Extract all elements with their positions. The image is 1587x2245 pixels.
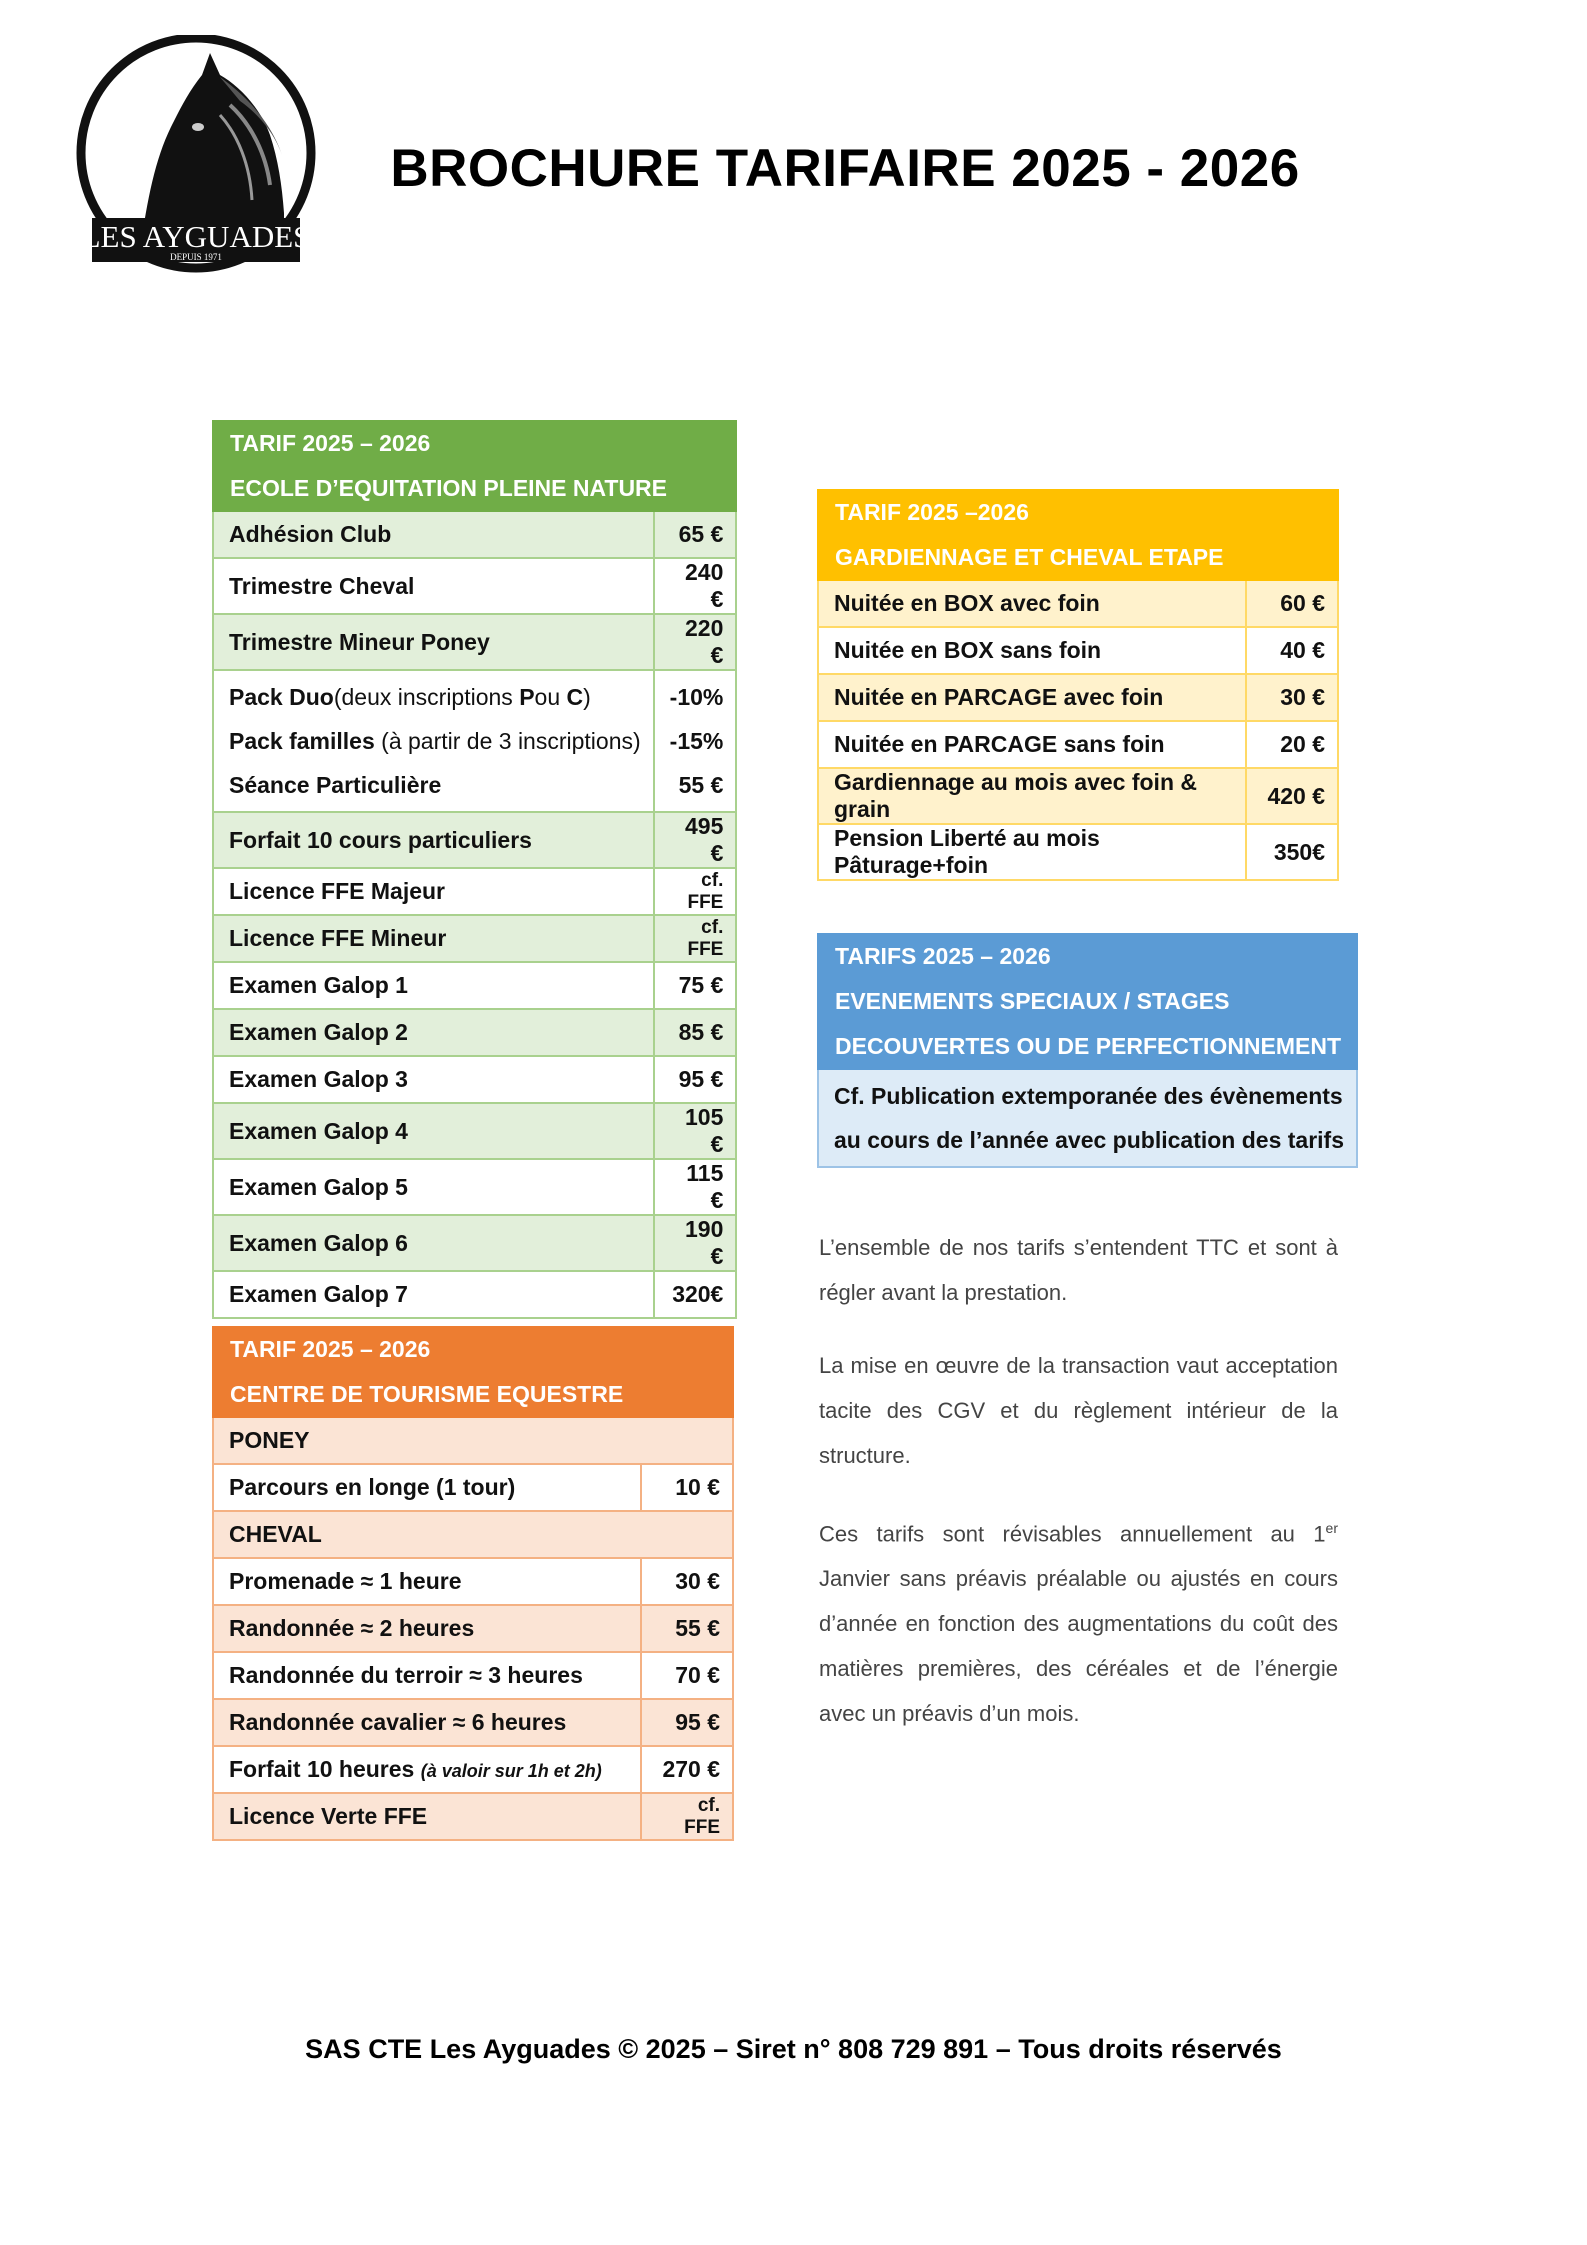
row-price: 220 € [654, 614, 737, 670]
row-label: Trimestre Mineur Poney [213, 614, 654, 670]
row-price: 70 € [641, 1652, 733, 1699]
row-price: 60 € [1246, 580, 1338, 627]
evenements-body: Cf. Publication extemporanée des évènements au cours de l’année avec publication des tarifs [818, 1069, 1357, 1167]
row-label: Forfait 10 heures (à valoir sur 1h et 2h) [213, 1746, 641, 1793]
row-label: Examen Galop 1 [213, 962, 654, 1009]
pack-familles-label: Pack familles [229, 728, 375, 754]
seance-label: Séance Particulière [229, 772, 442, 798]
tourisme-header-title: CENTRE DE TOURISME EQUESTRE [230, 1381, 624, 1407]
row-price: 115 € [654, 1159, 737, 1215]
row-label: Examen Galop 7 [213, 1271, 654, 1318]
ecole-header-title: ECOLE D’EQUITATION PLEINE NATURE [230, 475, 668, 501]
note-revision: Ces tarifs sont révisables annuellement au 1er Janvier sans préavis préalable ou ajustés en cours d’année en fonction des augmentations du coût des matières premières, des céréales et de l’énergie avec un préavis d’un mois. [819, 1520, 1338, 1727]
tourisme-tarif-table [212, 1326, 734, 1841]
forfait-note: (à valoir sur 1h et 2h) [420, 1761, 602, 1781]
row-price: 30 € [641, 1558, 733, 1605]
evenements-header-year: TARIFS 2025 – 2026 [835, 943, 1051, 969]
row-price: 105 € [654, 1103, 737, 1159]
row-label: Examen Galop 6 [213, 1215, 654, 1271]
row-label: Examen Galop 3 [213, 1056, 654, 1103]
row-label: Gardiennage au mois avec foin & grain [818, 768, 1246, 824]
row-price: 30 € [1246, 674, 1338, 721]
note-ttc: L’ensemble de nos tarifs s’entendent TTC et sont à régler avant la prestation. [819, 1235, 1338, 1305]
row-price: 95 € [641, 1699, 733, 1746]
row-price: cf. FFE [654, 868, 737, 915]
row-price: 75 € [654, 962, 737, 1009]
row-price: 85 € [654, 1009, 737, 1056]
row-price: 270 € [641, 1746, 733, 1793]
row-label: Examen Galop 2 [213, 1009, 654, 1056]
footer-copyright: SAS CTE Les Ayguades © 2025 – Siret n° 808 729 891 – Tous droits réservés [305, 2034, 1282, 2064]
row-price: cf. FFE [654, 915, 737, 962]
row-label: Licence Verte FFE [213, 1793, 641, 1840]
logo-name: LES AYGUADES [81, 219, 311, 254]
gardiennage-header-year: TARIF 2025 –2026 [835, 499, 1029, 525]
row-label: Randonnée cavalier ≈ 6 heures [213, 1699, 641, 1746]
row-label: Randonnée ≈ 2 heures [213, 1605, 641, 1652]
row-price: 420 € [1246, 768, 1338, 824]
pack-duo-label: Pack Duo [229, 684, 334, 710]
horse-head-logo [70, 35, 322, 275]
ecole-tarif-table [212, 420, 737, 1319]
row-label: Promenade ≈ 1 heure [213, 1558, 641, 1605]
row-label: Trimestre Cheval [213, 558, 654, 614]
row-price: 65 € [654, 511, 737, 558]
ecole-header-year: TARIF 2025 – 2026 [230, 430, 431, 456]
packs-prices: -10% -15% 55 € [654, 670, 737, 812]
cheval-section-label: CHEVAL [213, 1511, 733, 1558]
conditions-notes [819, 1225, 1338, 1764]
row-label: Forfait 10 cours particuliers [213, 812, 654, 868]
row-price: 10 € [641, 1464, 733, 1511]
gardiennage-header-title: GARDIENNAGE ET CHEVAL ETAPE [835, 544, 1224, 570]
evenements-tarif-table [817, 933, 1358, 1168]
gardiennage-tarif-table [817, 489, 1339, 881]
row-price: 190 € [654, 1215, 737, 1271]
row-price: 40 € [1246, 627, 1338, 674]
row-label: Examen Galop 5 [213, 1159, 654, 1215]
row-price: 320€ [654, 1271, 737, 1318]
document-title: BROCHURE TARIFAIRE 2025 - 2026 [390, 139, 1300, 198]
row-label: Parcours en longe (1 tour) [213, 1464, 641, 1511]
row-label: Nuitée en BOX avec foin [818, 580, 1246, 627]
logo-tagline: DEPUIS 1971 [170, 252, 222, 262]
row-label: Randonnée du terroir ≈ 3 heures [213, 1652, 641, 1699]
evenements-header-subtitle: DECOUVERTES OU DE PERFECTIONNEMENT [835, 1033, 1342, 1059]
row-label: Nuitée en PARCAGE sans foin [818, 721, 1246, 768]
row-price: 20 € [1246, 721, 1338, 768]
evenements-header-title: EVENEMENTS SPECIAUX / STAGES [835, 988, 1230, 1014]
row-price: 95 € [654, 1056, 737, 1103]
row-label: Examen Galop 4 [213, 1103, 654, 1159]
row-price: 495 € [654, 812, 737, 868]
poney-section-label: PONEY [213, 1417, 733, 1464]
row-price: 55 € [641, 1605, 733, 1652]
tourisme-header-year: TARIF 2025 – 2026 [230, 1336, 431, 1362]
row-label: Adhésion Club [213, 511, 654, 558]
row-label: Licence FFE Mineur [213, 915, 654, 962]
row-price: cf. FFE [641, 1793, 733, 1840]
ecole-header [213, 421, 736, 466]
note-cgv: La mise en œuvre de la transaction vaut acceptation tacite des CGV et du règlement intérieur de la structure. [819, 1353, 1338, 1468]
packs-labels: Pack Duo(deux inscriptions Pou C) Pack familles (à partir de 3 inscriptions) Séance Particulière [213, 670, 654, 812]
row-price: 350€ [1246, 824, 1338, 880]
row-label: Licence FFE Majeur [213, 868, 654, 915]
row-label: Nuitée en BOX sans foin [818, 627, 1246, 674]
row-label: Pension Liberté au mois Pâturage+foin [818, 824, 1246, 880]
row-price: 240 € [654, 558, 737, 614]
row-label: Nuitée en PARCAGE avec foin [818, 674, 1246, 721]
